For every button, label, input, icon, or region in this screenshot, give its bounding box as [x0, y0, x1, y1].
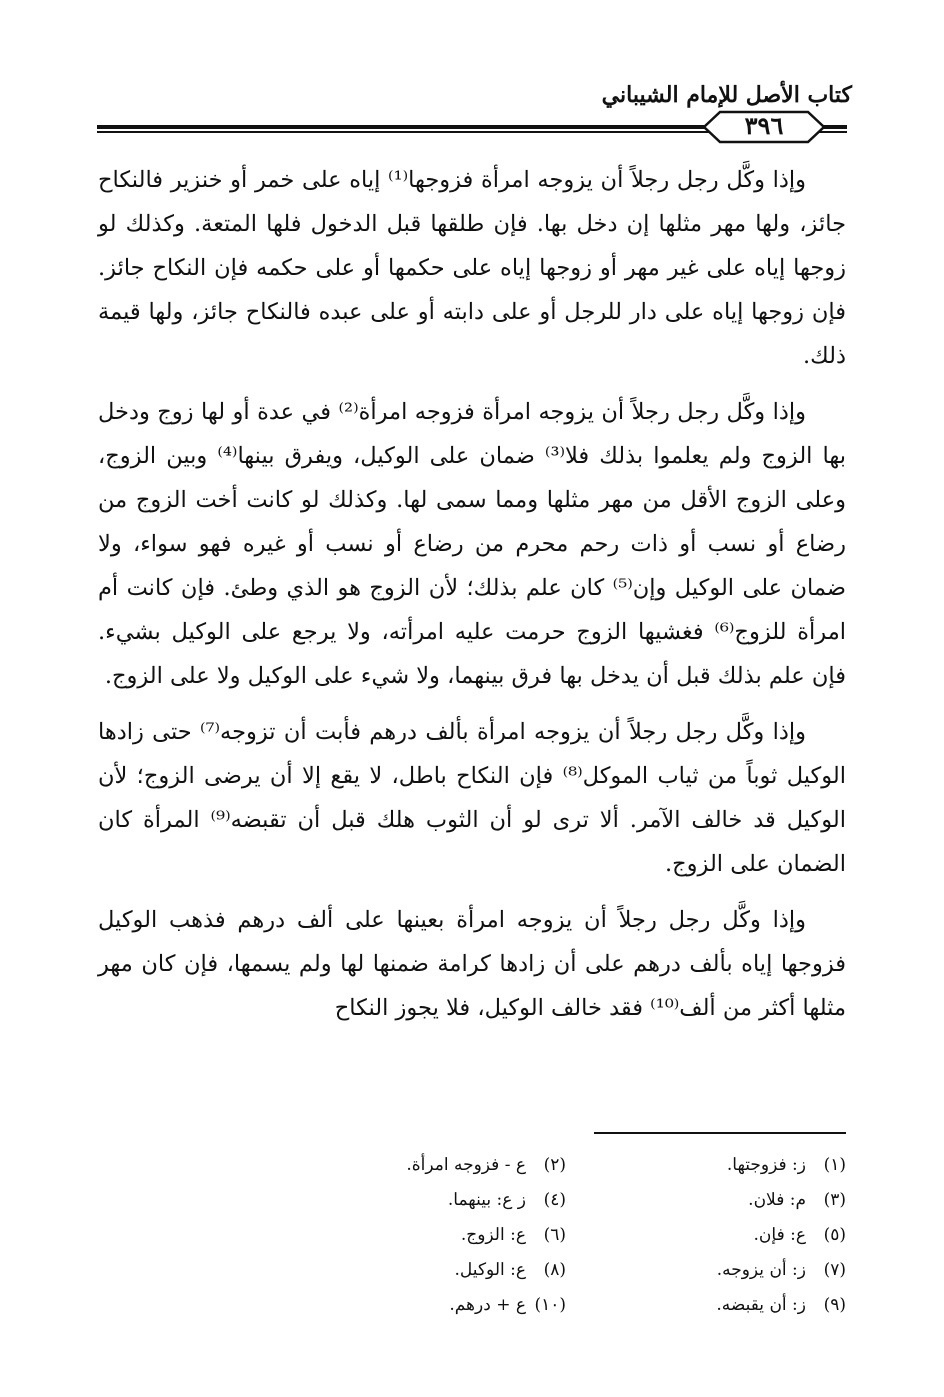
page-number-badge	[702, 108, 826, 146]
footnote-number: (٨)	[543, 1260, 566, 1280]
footnote-text: ز: فزوجتها.	[726, 1155, 806, 1175]
footnote	[566, 1253, 846, 1288]
footnote-text: م: فلان.	[748, 1190, 806, 1210]
footnote-text: ع - فزوجه امرأة.	[406, 1155, 526, 1175]
footnote	[286, 1253, 566, 1288]
footnote-text: ز: أن يزوجه.	[716, 1260, 806, 1280]
paragraph: وإذا وكَّل رجل رجلاً أن يزوجه امرأة فزوجه امرأة⁽²⁾ في عدة أو لها زوج ودخل بها الزوج ولم يعلموا بذلك فلا⁽³⁾ ضمان على الوكيل، ويفرق بينها⁽⁴⁾ وبين الزوج، وعلى الزوج الأقل من مهر مثلها ومما سمى لها. وكذلك لو كانت أخت الزوج من رضاع أو نسب أو ذات رحم محرم من رضاع أو نسب أو غيره فهو سواء، ولا ضمان على الوكيل وإن⁽⁵⁾ كان علم بذلك؛ لأن الزوج هو الذي وطئ. فإن كانت أم امرأة للزوج⁽⁶⁾ فغشيها الزوج حرمت عليه امرأته، ولا يرجع على الوكيل بشيء. فإن علم بذلك قبل أن يدخل بها فرق بينهما، ولا شيء على الوكيل ولا على الزوج.	[98, 399, 846, 689]
footnote-number: (١)	[823, 1155, 846, 1175]
footnote-number: (٥)	[823, 1225, 846, 1245]
footnote-text: ع + درهم.	[449, 1295, 526, 1315]
footnote-number: (٢)	[543, 1155, 566, 1175]
footnote	[286, 1183, 566, 1218]
footnote	[566, 1218, 846, 1253]
main-text	[98, 158, 846, 1030]
footnotes	[286, 1148, 846, 1323]
footnote-text: ع: الزوج.	[460, 1225, 526, 1245]
running-header-title: كتاب الأصل للإمام الشيباني	[601, 82, 852, 108]
footnote-separator	[594, 1132, 846, 1134]
footnote	[286, 1218, 566, 1253]
footnote-number: (٣)	[823, 1190, 846, 1210]
footnote	[566, 1288, 846, 1323]
footnote-text: ع: فإن.	[753, 1225, 806, 1245]
paragraph: وإذا وكَّل رجل رجلاً أن يزوجه امرأة فزوجها⁽¹⁾ إياه على خمر أو خنزير فالنكاح جائز، ولها مهر مثلها إن دخل بها. فإن طلقها قبل الدخول فلها المتعة. وكذلك لو زوجها إياه على غير مهر أو زوجها إياه على حكمها أو على حكمه فإن النكاح جائز. فإن زوجها إياه على دار للرجل أو على دابته أو على عبده فالنكاح جائز، ولها قيمة ذلك.	[98, 167, 846, 369]
footnote-text: ز: أن يقبضه.	[716, 1295, 806, 1315]
footnote	[286, 1288, 566, 1323]
footnote-text: ز ع: بينهما.	[447, 1190, 526, 1210]
footnote-number: (١٠)	[534, 1295, 566, 1315]
paragraph: وإذا وكَّل رجل رجلاً أن يزوجه امرأة بعينها على ألف درهم فذهب الوكيل فزوجها إياه بألف درهم على أن زادها كرامة ضمنها لها ولم يسمها، فإن كان مهر مثلها أكثر من ألف⁽¹⁰⁾ فقد خالف الوكيل، فلا يجوز النكاح	[98, 907, 846, 1021]
page-number: ٣٩٦	[744, 111, 784, 140]
footnote	[566, 1148, 846, 1183]
footnote-number: (٦)	[543, 1225, 566, 1245]
footnote-text: ع: الوكيل.	[454, 1260, 526, 1280]
footnote	[286, 1148, 566, 1183]
footnote-number: (٤)	[543, 1190, 566, 1210]
footnote-number: (٩)	[823, 1295, 846, 1315]
footnote	[566, 1183, 846, 1218]
footnote-number: (٧)	[823, 1260, 846, 1280]
paragraph: وإذا وكَّل رجل رجلاً أن يزوجه امرأة بألف درهم فأبت أن تزوجه⁽⁷⁾ حتى زادها الوكيل ثوباً من ثياب الموكل⁽⁸⁾ فإن النكاح باطل، لا يقع إلا أن يرضى الزوج؛ لأن الوكيل قد خالف الآمر. ألا ترى لو أن الثوب هلك قبل أن تقبضه⁽⁹⁾ المرأة كان الضمان على الزوج.	[98, 719, 846, 877]
